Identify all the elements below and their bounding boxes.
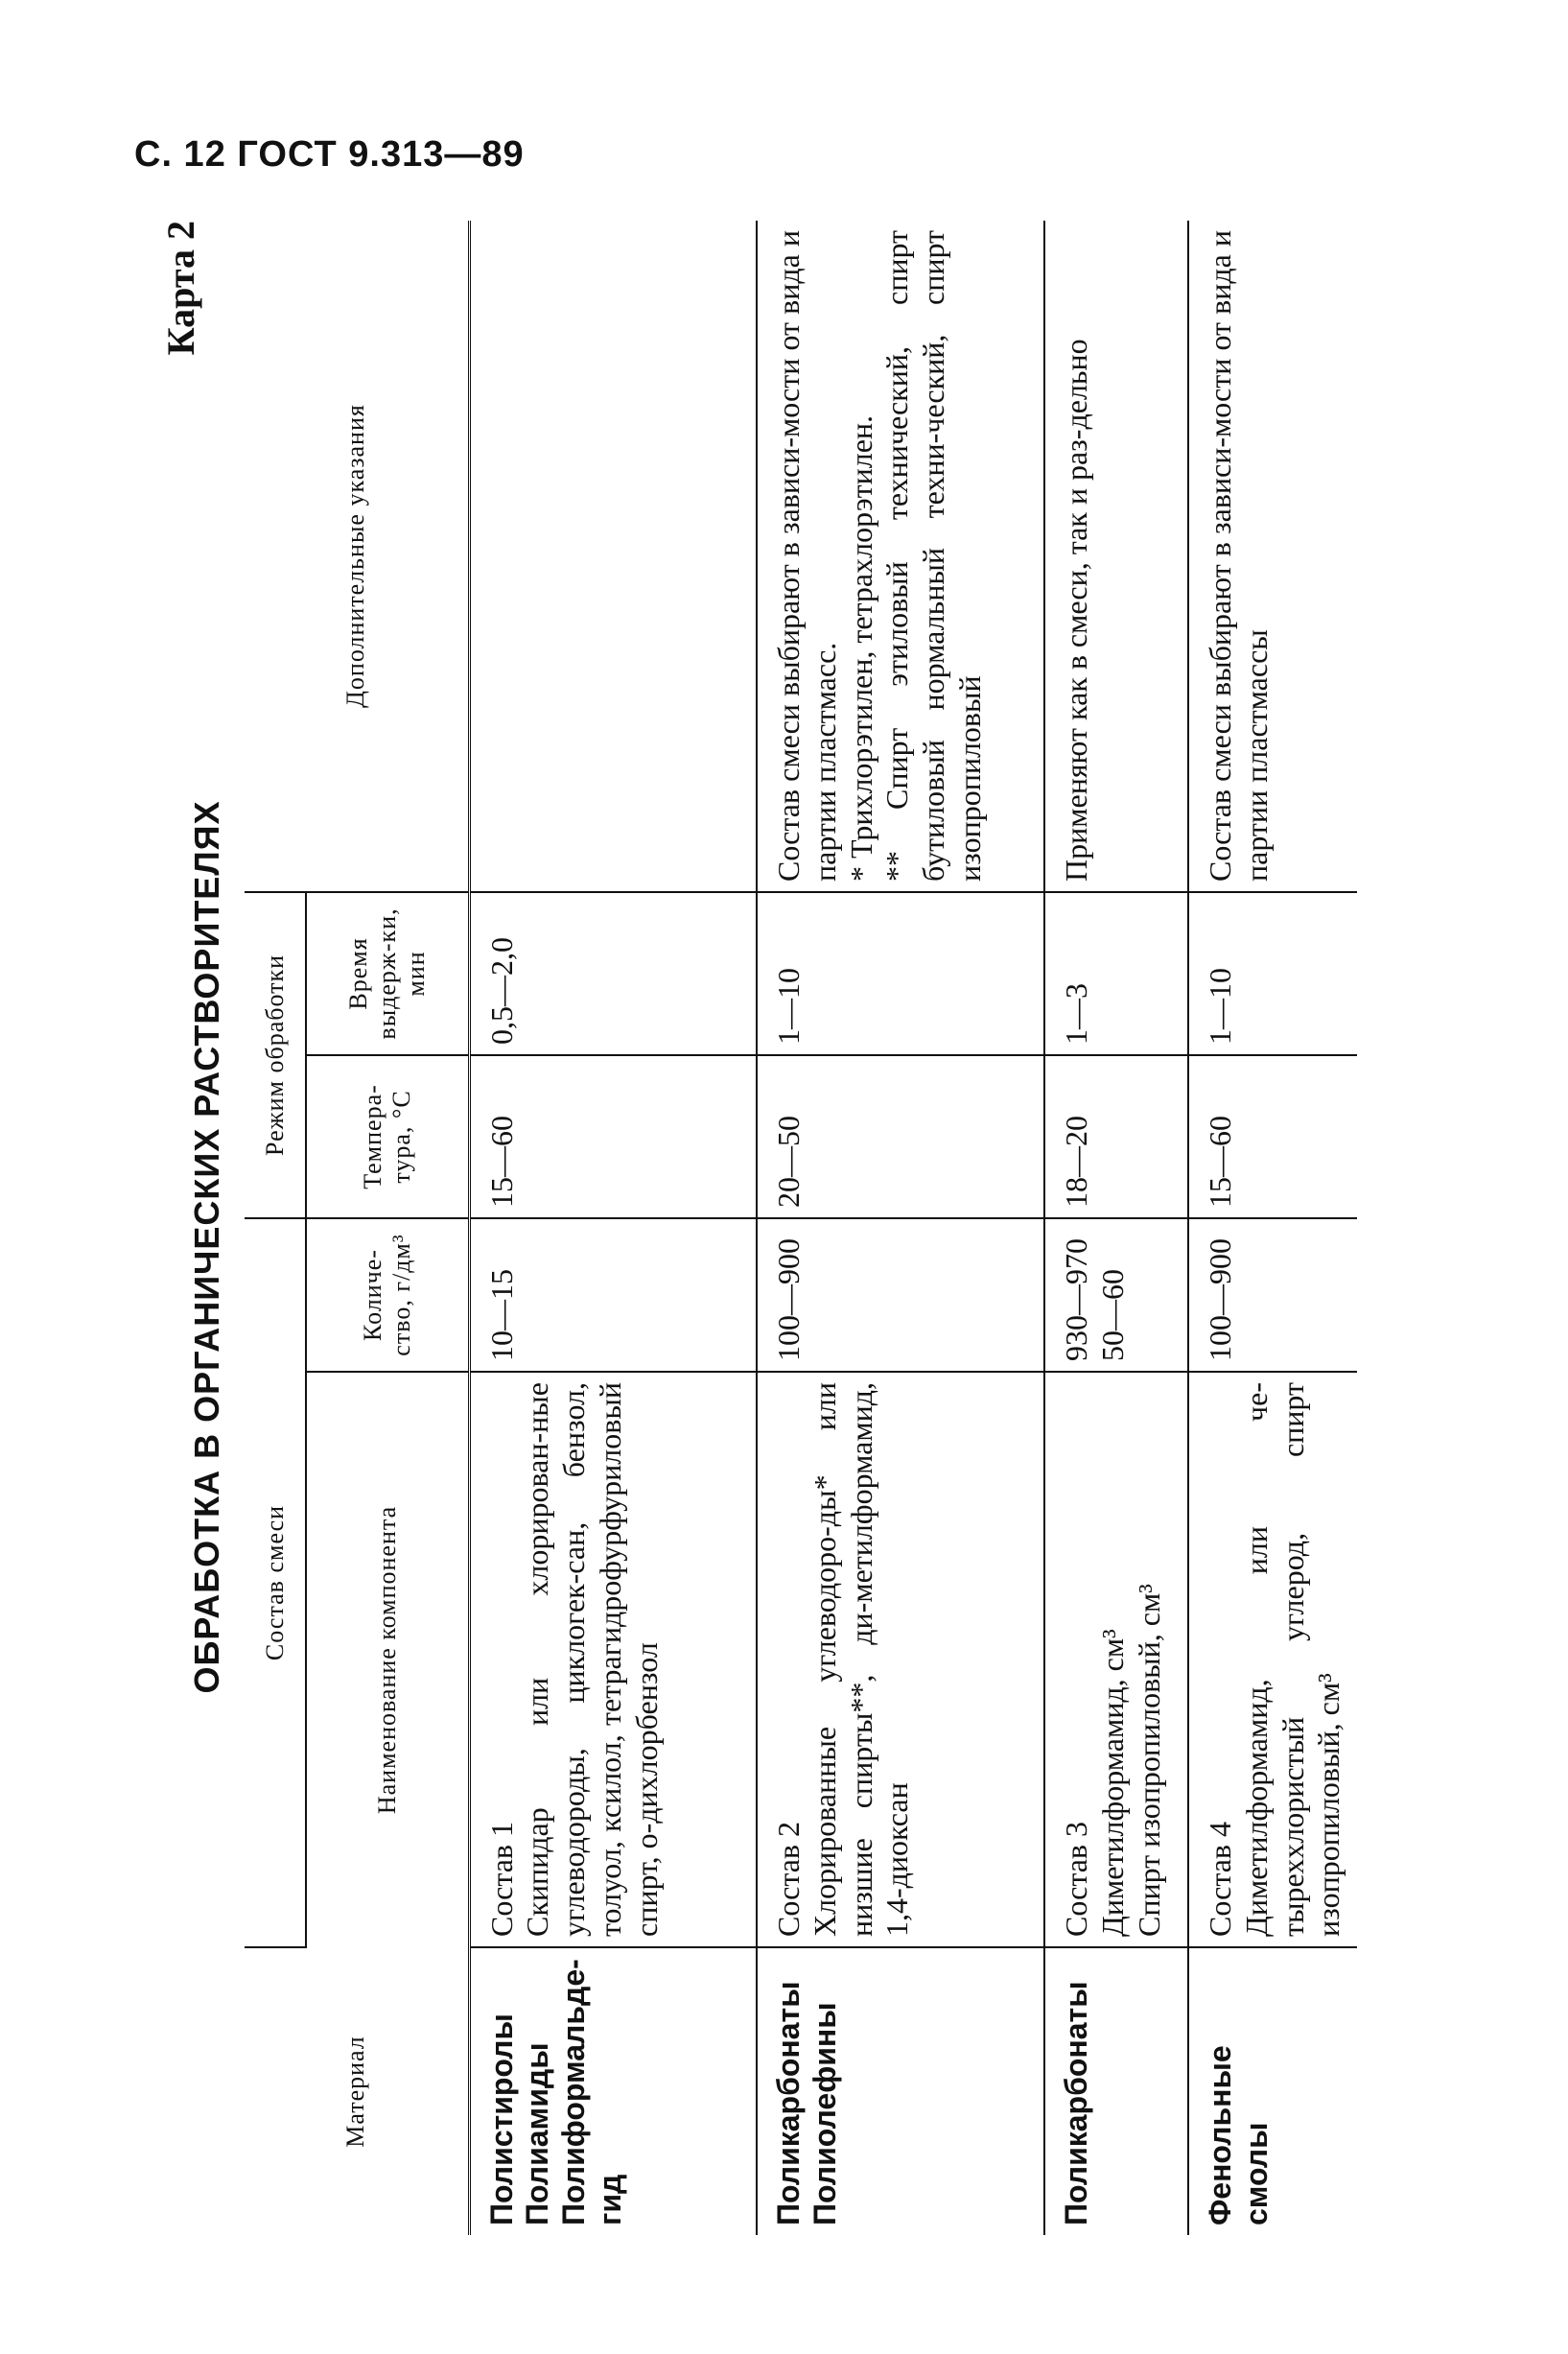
table-row xyxy=(469,221,757,2235)
header-material: Материал xyxy=(245,1947,469,2235)
card-label: Карта 2 xyxy=(159,221,202,356)
material-cell: Поликарбонаты Полиолефины xyxy=(757,1947,1044,2235)
material-cell: Фенольные смолы xyxy=(1188,1947,1357,2235)
amount-cell: 930—970 50—60 xyxy=(1044,1218,1188,1372)
temperature-cell: 15—60 xyxy=(1188,1055,1357,1218)
time-cell: 1—10 xyxy=(1188,892,1357,1055)
header-component-name: Наименование компонента xyxy=(306,1372,469,1947)
component-cell: Состав 4 Диметилформамид, или че-тыреххлористый углерод, спирт изопропиловый, см³ xyxy=(1188,1372,1357,1947)
component-cell: Состав 1 Скипидар или хлорирован-ные углеводороды, циклогек-сан, бензол, толуол, ксилол, тетрагидрофурфуриловый спирт, о-дихлорбензол xyxy=(469,1372,757,1947)
header-amount: Количе-ство, г/дм³ xyxy=(306,1218,469,1372)
component-cell: Состав 2 Хлорированные углеводоро-ды* или низшие спирты**, ди-метилформамид, 1,4-диоксан xyxy=(757,1372,1044,1947)
temperature-cell: 15—60 xyxy=(469,1055,757,1218)
notes-cell: Применяют как в смеси, так и раз-дельно xyxy=(1044,221,1188,892)
amount-cell: 10—15 xyxy=(469,1218,757,1372)
header-temperature: Темпера-тура, °С xyxy=(306,1055,469,1218)
temperature-cell: 18—20 xyxy=(1044,1055,1188,1218)
notes-cell: Состав смеси выбирают в зависи-мости от вида и партии пластмасс. * Трихлорэтилен, тетрахлорэтилен. ** Спирт этиловый технический, спирт бутиловый нормальный техни-ческий, спирт изопропиловый xyxy=(757,221,1044,892)
amount-cell: 100—900 xyxy=(757,1218,1044,1372)
header-time: Время выдерж-ки, мин xyxy=(306,892,469,1055)
header-notes: Дополнительные указания xyxy=(245,221,469,892)
time-cell: 0,5—2,0 xyxy=(469,892,757,1055)
time-cell: 1—3 xyxy=(1044,892,1188,1055)
page-header: С. 12 ГОСТ 9.313—89 xyxy=(134,134,525,175)
time-cell: 1—10 xyxy=(757,892,1044,1055)
amount-cell: 100—900 xyxy=(1188,1218,1357,1372)
header-mixture-group: Состав смеси xyxy=(245,1218,306,1947)
notes-cell xyxy=(469,221,757,892)
temperature-cell: 20—50 xyxy=(757,1055,1044,1218)
solvent-treatment-table xyxy=(245,221,1357,2235)
rotated-table-frame xyxy=(158,221,1443,2235)
table-row xyxy=(1188,221,1357,2235)
material-cell: Поликарбонаты xyxy=(1044,1947,1188,2235)
notes-cell: Состав смеси выбирают в зависи-мости от вида и партии пластмассы xyxy=(1188,221,1357,892)
header-mode-group: Режим обработки xyxy=(245,892,306,1218)
material-cell: Полистиролы Полиамиды Полиформальде-гид xyxy=(469,1947,757,2235)
table-row xyxy=(1044,221,1188,2235)
table-title: ОБРАБОТКА В ОРГАНИЧЕСКИХ РАСТВОРИТЕЛЯХ xyxy=(187,800,226,1694)
component-cell: Состав 3 Диметилформамид, см³ Спирт изопропиловый, см³ xyxy=(1044,1372,1188,1947)
table-row xyxy=(757,221,1044,2235)
